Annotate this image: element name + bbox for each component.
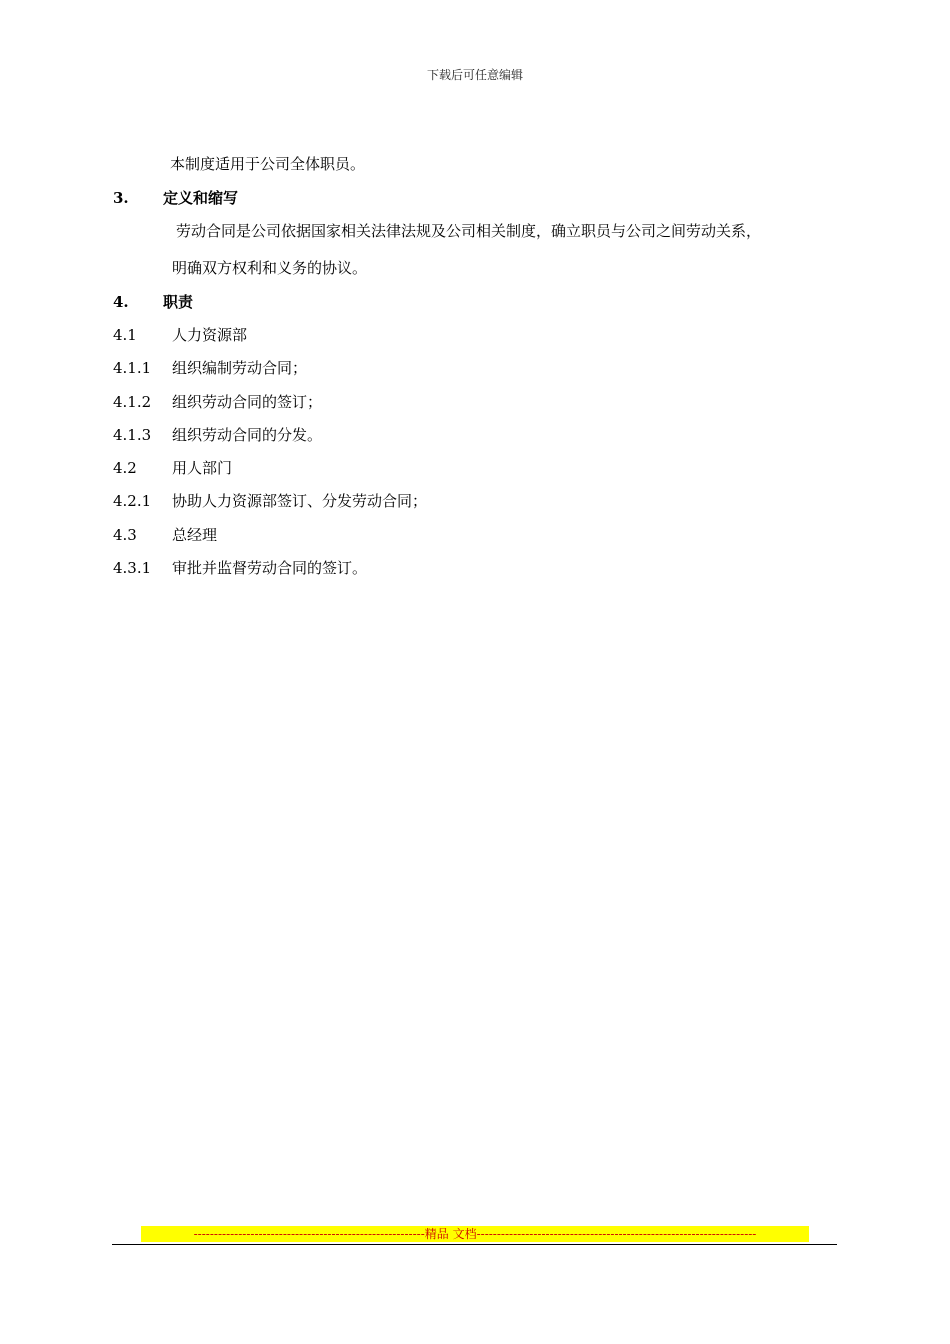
footer-rule xyxy=(112,1244,837,1245)
item-number: 4.1.3 xyxy=(113,426,152,444)
item-text: 协助人力资源部签订、分发劳动合同； xyxy=(172,492,428,510)
item-text: 用人部门 xyxy=(172,459,233,477)
item-number: 4.2 xyxy=(113,459,137,477)
item-number: 4.1.2 xyxy=(113,393,152,411)
page-header-note: 下载后可任意编辑 xyxy=(426,68,523,82)
item-text: 组织劳动合同的签订； xyxy=(172,393,323,411)
item-number: 4.3 xyxy=(113,526,137,544)
item-text: 总经理 xyxy=(172,526,218,544)
definition-line-2: 明确双方权利和义务的协议。 xyxy=(172,259,368,277)
section-4-title: 职责 xyxy=(163,293,194,311)
item-text: 人力资源部 xyxy=(172,326,248,344)
section-3-title: 定义和缩写 xyxy=(163,189,239,207)
item-text: 审批并监督劳动合同的签订。 xyxy=(172,559,368,577)
item-number: 4.1 xyxy=(113,326,137,344)
item-number: 4.2.1 xyxy=(113,492,152,510)
item-number: 4.1.1 xyxy=(113,359,152,377)
footer-label: 精品 文档 xyxy=(424,1227,477,1241)
footer-dashes-left: --------------------------------------------------------- xyxy=(193,1227,425,1241)
scope-text: 本制度适用于公司全体职员。 xyxy=(170,155,366,173)
section-3-number: 3. xyxy=(113,189,129,207)
definition-line-1: 劳动合同是公司依据国家相关法律法规及公司相关制度，确立职员与公司之间劳动关系， xyxy=(176,222,762,240)
item-text: 组织劳动合同的分发。 xyxy=(172,426,323,444)
section-4-number: 4. xyxy=(113,293,129,311)
item-number: 4.3.1 xyxy=(113,559,152,577)
footer-dashes-right: --------------------------------------------------------------------- xyxy=(476,1227,757,1241)
item-text: 组织编制劳动合同； xyxy=(172,359,308,377)
footer-highlight-bar xyxy=(141,1226,809,1242)
